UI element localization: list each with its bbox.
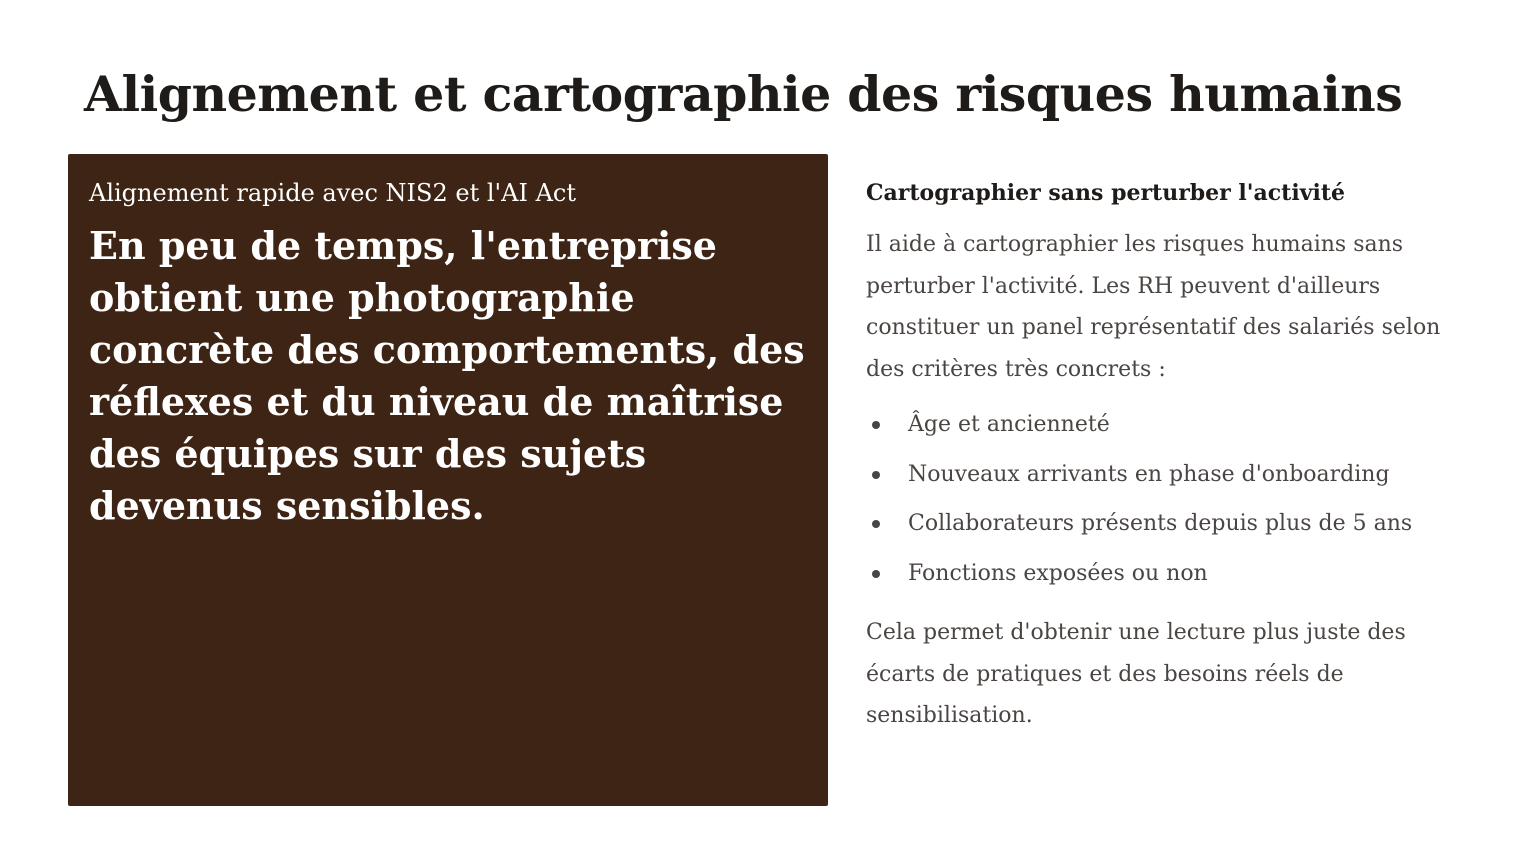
bullet-icon <box>872 421 880 429</box>
list-item <box>866 503 1474 545</box>
highlight-box <box>68 154 828 806</box>
list-item <box>866 553 1474 595</box>
list-item-text: Nouveaux arrivants en phase d'onboarding <box>908 461 1390 487</box>
highlight-kicker: Alignement rapide avec NIS2 et l'AI Act <box>89 179 576 207</box>
section-heading: Cartographier sans perturber l'activité <box>866 180 1345 206</box>
right-column <box>866 176 1474 737</box>
closing-paragraph: Cela permet d'obtenir une lecture plus juste des écarts de pratiques et des besoins réels de sensibilisation. <box>866 620 1406 728</box>
list-item <box>866 404 1474 446</box>
intro-paragraph: Il aide à cartographier les risques humains sans perturber l'activité. Les RH peuvent d'ailleurs constituer un panel représentatif des salariés selon des critères très concrets : <box>866 232 1441 382</box>
criteria-list <box>866 404 1474 594</box>
highlight-statement: En peu de temps, l'entreprise obtient une photographie concrète des comportements, des réflexes et du niveau de maîtrise des équipes sur des sujets devenus sensibles. <box>89 223 805 528</box>
bullet-icon <box>872 520 880 528</box>
list-item-text: Collaborateurs présents depuis plus de 5 ans <box>908 511 1413 536</box>
list-item <box>866 454 1474 496</box>
list-item-text: Âge et ancienneté <box>908 412 1110 437</box>
bullet-icon <box>872 471 880 479</box>
bullet-icon <box>872 570 880 578</box>
list-item-text: Fonctions exposées ou non <box>908 560 1208 586</box>
slide-title: Alignement et cartographie des risques humains <box>84 65 1403 123</box>
